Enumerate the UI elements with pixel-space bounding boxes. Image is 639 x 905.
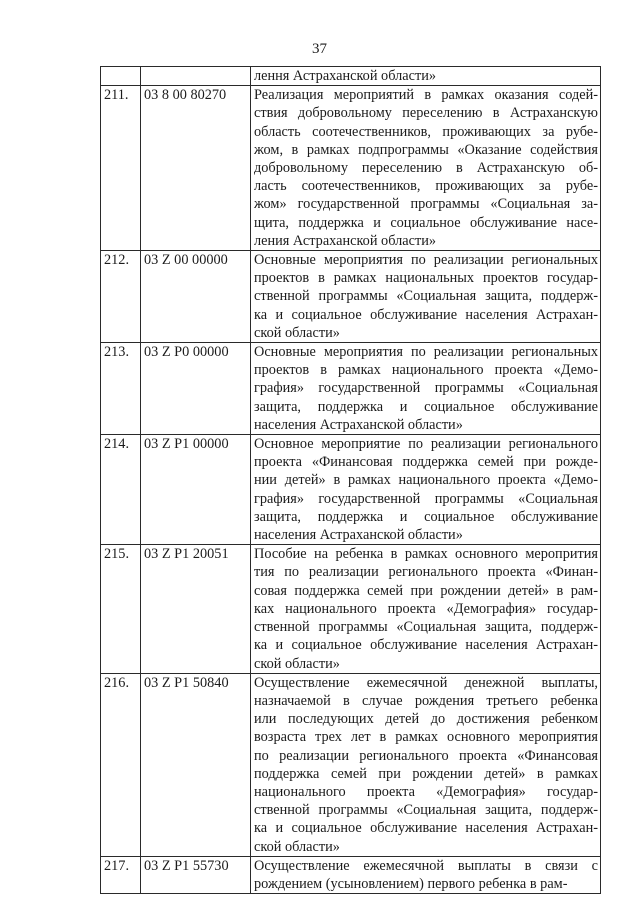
description-line: жом» государственной программы «Социальная за- [254,196,598,213]
description-line: национального проекта «Демография» государ- [254,783,598,800]
description-line: ской области» [254,838,340,855]
table-row [101,545,601,673]
description-line: или последующих детей до достижения ребенком [254,711,598,728]
description-line: проекта «Финансовая поддержка семей при рожде- [254,454,598,471]
item-description [251,545,601,673]
description-line: жом, в рамках подпрограммы «Оказание содействия [254,141,598,158]
description-line: ской области» [254,324,340,341]
table-body [101,67,601,894]
description-line: ственной программы «Социальная защита, поддерж- [254,288,598,305]
item-description [251,856,601,893]
row-number: 217. [101,856,141,893]
description-line: Основное мероприятие по реализации регионального [254,436,598,453]
description-line: ствия добровольному переселению в Астраханскую [254,105,598,122]
classification-code: 03 Z P0 00000 [141,343,251,435]
row-number: 215. [101,545,141,673]
description-line: ственной программы «Социальная защита, поддерж- [254,802,598,819]
description-line: проектов в рамках национальных проектов государ- [254,270,598,287]
description-line: защита, поддержка и социальное обслуживание [254,508,598,525]
description-line: назначаемой в случае рождения третьего ребенка [254,692,598,709]
description-line: Пособие на ребенка в рамках основного меропрития [254,546,598,563]
description-line: населения Астраханской области» [254,416,463,433]
description-line: лення Астраханской области» [254,68,436,84]
description-line: ках национального проекта «Демография» государ- [254,600,598,617]
table-row [101,343,601,435]
description-line: рождением (усыновлением) первого ребенка в рам- [254,875,568,892]
classification-code [141,67,251,86]
description-line: тия по реализации регионального проекта «Финан- [254,564,598,581]
description-line: ственной программы «Социальная защита, поддерж- [254,619,598,636]
classification-code: 03 Z P1 50840 [141,673,251,856]
classification-code: 03 Z P1 20051 [141,545,251,673]
table-row [101,251,601,343]
description-line: ской области» [254,655,340,672]
description-line: проектов в рамках национального проекта «Демо- [254,362,598,379]
description-line: совая поддержка семей при рождении детей» в рам- [254,582,598,599]
description-line: ка и социальное обслуживание населения Астрахан- [254,637,598,654]
item-description [251,343,601,435]
description-line: ласть соотечественников, проживающих за рубе- [254,178,598,195]
description-line: Реализация мероприятий в рамках оказания содей- [254,87,598,104]
description-line: возраста трех лет в рамках основного мероприятия [254,729,598,746]
description-line: поддержка семей при рождении детей» в рамках [254,765,598,782]
description-line: населения Астраханской области» [254,527,463,544]
item-description [251,673,601,856]
description-line: нии детей» в рамках национального проекта «Демо- [254,472,598,489]
item-description [251,86,601,251]
description-line: Осуществление ежемесячной денежной выплаты, [254,674,598,691]
row-number [101,67,141,86]
description-line: щита, поддержка и социальное обслуживание насе- [254,214,598,231]
item-description [251,251,601,343]
row-number: 211. [101,86,141,251]
description-line: графия» государственной программы «Социальная [254,380,598,397]
description-line: ка и социальное обслуживание населения Астрахан- [254,306,598,323]
description-line: добровольному переселению в Астраханскую об- [254,160,598,177]
row-number: 213. [101,343,141,435]
classification-code: 03 Z 00 00000 [141,251,251,343]
table-row [101,856,601,893]
description-line: область соотечественников, проживающих за рубе- [254,123,598,140]
table-row [101,86,601,251]
page-number: 37 [312,41,327,57]
row-number: 214. [101,435,141,545]
table-row [101,435,601,545]
classification-code: 03 Z P1 00000 [141,435,251,545]
description-line: Осуществление ежемесячной выплаты в связи с [254,857,598,874]
item-description [251,67,601,86]
budget-classification-table [100,66,601,894]
description-line: защита, поддержка и социальное обслуживание [254,398,598,415]
classification-code: 03 Z P1 55730 [141,856,251,893]
description-line: графия» государственной программы «Социальная [254,490,598,507]
row-number: 216. [101,673,141,856]
row-number: 212. [101,251,141,343]
table-row [101,673,601,856]
classification-code: 03 8 00 80270 [141,86,251,251]
description-line: Основные мероприятия по реализации региональных [254,344,598,361]
item-description [251,435,601,545]
description-line: Основные мероприятия по реализации региональных [254,252,598,269]
description-line: ка и социальное обслуживание населения Астрахан- [254,820,598,837]
description-line: ления Астраханской области» [254,232,436,249]
description-line: по реализации регионального проекта «Финансовая [254,747,598,764]
table-row [101,67,601,86]
